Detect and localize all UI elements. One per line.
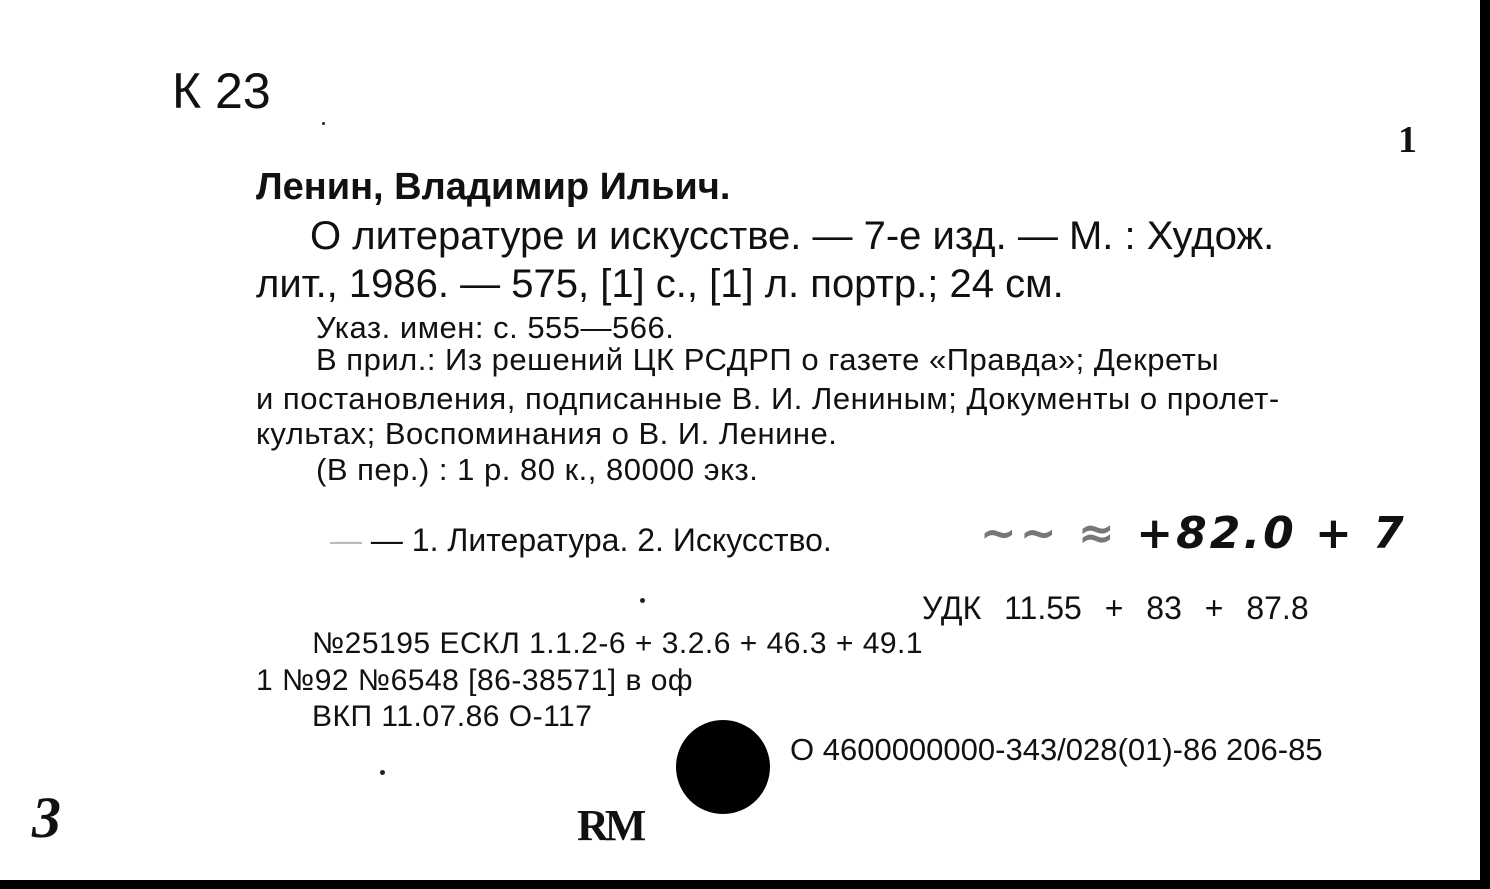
note-price: (В пер.) : 1 р. 80 к., 80000 экз. <box>316 452 759 487</box>
speck-dot <box>322 122 325 125</box>
title-line-1: О литературе и искусстве. — 7-е изд. — М. : Худож. <box>310 214 1275 258</box>
catalog-line-2: 1 №92 №6548 [86-38571] в оф <box>256 664 694 697</box>
subject-dash-faint: — <box>330 522 371 558</box>
subject-list: — 1. Литература. 2. Искусство. <box>370 522 832 558</box>
handwritten-text: +82.0 + 7 <box>1136 508 1407 559</box>
note-appendix-1: В прил.: Из решений ЦК РСДРП о газете «Правда»; Декреты <box>316 342 1220 377</box>
card-number: 1 <box>1398 119 1417 161</box>
isbn-line: О 4600000000-343/028(01)-86 206-85 <box>790 732 1323 767</box>
classification-code: К 23 <box>172 63 271 119</box>
author-heading: Ленин, Владимир Ильич. <box>256 166 731 208</box>
catalog-line-3: ВКП 11.07.86 О-117 <box>312 700 593 733</box>
note-appendix-3: культах; Воспоминания о В. И. Ленине. <box>256 416 838 451</box>
note-appendix-2: и постановления, подписанные В. И. Лениным; Документы о пролет- <box>256 381 1280 416</box>
speck-dot <box>380 770 385 775</box>
note-index: Указ. имен: с. 555—566. <box>316 310 675 345</box>
title-line-2: лит., 1986. — 575, [1] с., [1] л. портр.; 24 см. <box>256 262 1064 306</box>
catalog-line-1: №25195 ЕСКЛ 1.1.2-6 + 3.2.6 + 46.3 + 49.1 <box>312 627 924 660</box>
speck-dot <box>640 598 645 603</box>
rm-stamp: RM <box>577 801 643 850</box>
punch-hole-dot <box>676 720 770 814</box>
subject-headings <box>330 522 832 559</box>
handwritten-annotation <box>980 508 1407 559</box>
udk-code: УДК 11.55 + 83 + 87.8 <box>922 590 1309 626</box>
handwritten-smudge: ∼∼ ≈ <box>980 508 1118 559</box>
margin-mark: 3 <box>32 785 61 850</box>
